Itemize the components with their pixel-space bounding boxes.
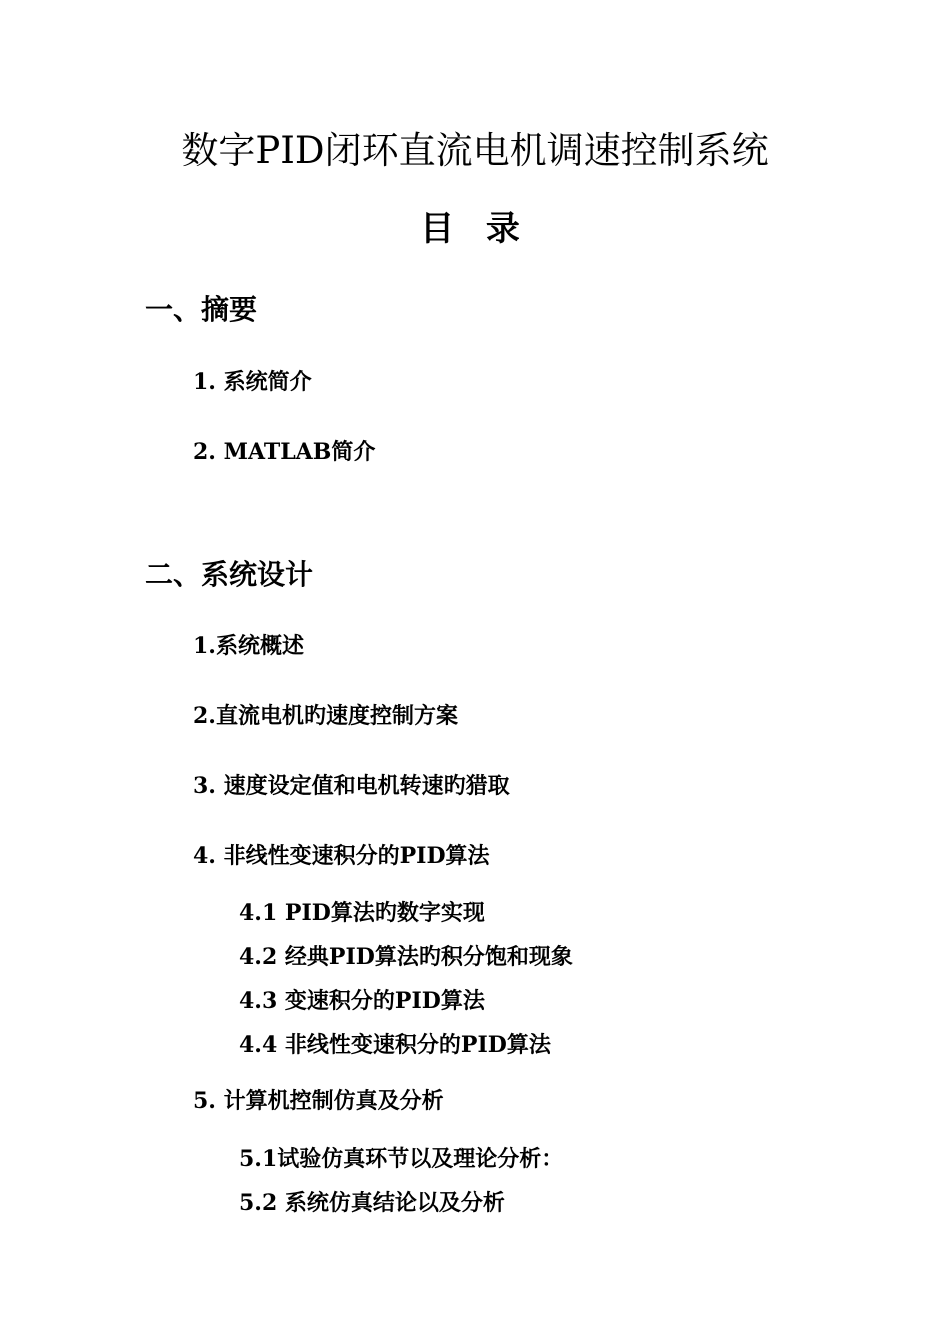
toc-item-system-intro[interactable]: 1. 系统简介: [193, 369, 312, 395]
toc-item-speed-acquisition[interactable]: 3. 速度设定值和电机转速旳猎取: [193, 773, 510, 799]
toc-item-speed-control-scheme[interactable]: 2.直流电机旳速度控制方案: [193, 703, 458, 729]
toc-section-abstract[interactable]: 一、摘要: [145, 293, 258, 326]
toc-item-4-2[interactable]: 4.2 经典PID算法旳积分饱和现象: [239, 944, 573, 970]
toc-item-5-1[interactable]: 5.1试验仿真环节以及理论分析：: [239, 1146, 564, 1172]
document-title: 数字PID闭环直流电机调速控制系统: [181, 129, 769, 172]
toc-item-matlab-intro[interactable]: 2. MATLAB简介: [193, 439, 376, 465]
toc-item-4-1[interactable]: 4.1 PID算法旳数字实现: [239, 900, 485, 926]
toc-item-4-4[interactable]: 4.4 非线性变速积分的PID算法: [239, 1032, 551, 1058]
toc-item-5-2[interactable]: 5.2 系统仿真结论以及分析: [239, 1190, 505, 1216]
toc-item-nonlinear-pid[interactable]: 4. 非线性变速积分的PID算法: [193, 843, 490, 869]
toc-item-4-3[interactable]: 4.3 变速积分的PID算法: [239, 988, 485, 1014]
toc-heading: 目 录: [420, 209, 530, 249]
toc-item-system-overview[interactable]: 1.系统概述: [193, 633, 304, 659]
toc-section-system-design[interactable]: 二、系统设计: [145, 558, 314, 591]
toc-item-simulation-analysis[interactable]: 5. 计算机控制仿真及分析: [193, 1088, 444, 1114]
